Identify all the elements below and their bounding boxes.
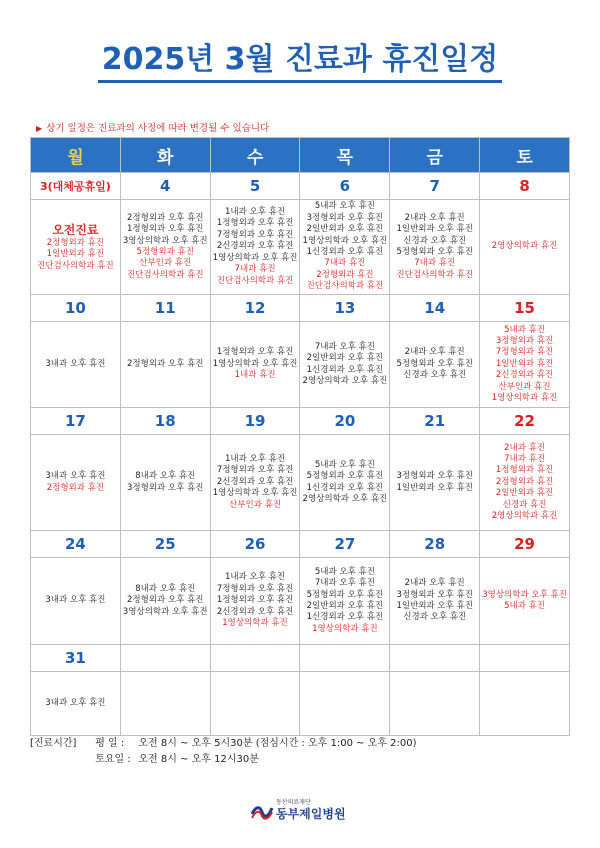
week-date-row bbox=[31, 408, 570, 435]
week-content-row bbox=[31, 558, 570, 645]
schedule-item: 1영상의학과 오후 휴진 bbox=[212, 488, 298, 499]
schedule-item: 7내과 휴진 bbox=[234, 264, 276, 275]
schedule-item: 2일반외과 오후 휴진 bbox=[306, 353, 384, 364]
schedule-cell bbox=[120, 672, 210, 736]
logo-subtitle: 동산의료재단 bbox=[276, 799, 311, 806]
schedule-item: 1신경외과 오후 휴진 bbox=[306, 247, 384, 257]
schedule-cell bbox=[210, 200, 300, 295]
schedule-item: 3정형외과 오후 휴진 bbox=[396, 471, 473, 482]
schedule-item: 3내과 오후 휴진 bbox=[45, 697, 106, 708]
schedule-item: 5내과 휴진 bbox=[504, 601, 546, 611]
schedule-item: 3정형외과 휴진 bbox=[495, 335, 554, 346]
schedule-item: 7내과 휴진 bbox=[414, 258, 456, 269]
date-cell: 26 bbox=[210, 531, 300, 558]
date-cell: 22 bbox=[480, 408, 570, 435]
schedule-item: 1정형외과 오후 휴진 bbox=[216, 595, 294, 606]
schedule-cell bbox=[480, 672, 570, 736]
hours-saturday-row bbox=[30, 752, 417, 768]
schedule-item: 2영상의학과 오후 휴진 bbox=[302, 375, 388, 386]
date-cell bbox=[390, 645, 480, 672]
hospital-logo-icon bbox=[250, 798, 274, 822]
schedule-cell bbox=[210, 558, 300, 645]
schedule-item: 1일반외과 휴진 bbox=[495, 358, 554, 369]
schedule-item: 5내과 휴진 bbox=[504, 324, 546, 335]
schedule-item: 진단검사의학과 휴진 bbox=[396, 269, 474, 280]
schedule-item: 2일반외과 오후 휴진 bbox=[306, 224, 384, 235]
schedule-cell bbox=[480, 200, 570, 295]
schedule-item: 2정형외과 휴진 bbox=[46, 482, 105, 493]
schedule-item: 5내과 오후 휴진 bbox=[314, 566, 375, 577]
date-cell bbox=[300, 645, 390, 672]
schedule-item: 3내과 오후 휴진 bbox=[45, 471, 106, 482]
schedule-cell bbox=[120, 435, 210, 531]
schedule-item: 2내과 오후 휴진 bbox=[404, 578, 465, 589]
saturday-label: 토요일 : bbox=[95, 754, 131, 765]
schedule-cell bbox=[390, 672, 480, 736]
schedule-item: 2내과 오후 휴진 bbox=[404, 347, 465, 358]
date-cell: 11 bbox=[120, 295, 210, 322]
schedule-item: 신경과 휴진 bbox=[502, 499, 547, 510]
schedule-item: 1정형외과 휴진 bbox=[495, 465, 554, 476]
schedule-item: 1일반외과 오후 휴진 bbox=[396, 224, 473, 235]
schedule-item: 3내과 오후 휴진 bbox=[45, 358, 106, 369]
date-cell: 7 bbox=[390, 173, 480, 200]
date-cell: 6 bbox=[300, 173, 390, 200]
week-content-row bbox=[31, 435, 570, 531]
date-cell: 25 bbox=[120, 531, 210, 558]
week-date-row bbox=[31, 173, 570, 200]
schedule-item: 신경과 오후 휴진 bbox=[403, 235, 467, 246]
notice bbox=[36, 120, 269, 134]
schedule-cell bbox=[390, 322, 480, 408]
schedule-item: 1정형외과 오후 휴진 bbox=[126, 224, 204, 235]
date-cell: 14 bbox=[390, 295, 480, 322]
weekday-thu: 목 bbox=[300, 138, 390, 173]
weekday-tue: 화 bbox=[120, 138, 210, 173]
weekday-header-row bbox=[31, 138, 570, 173]
schedule-item: 5내과 오후 휴진 bbox=[314, 459, 375, 470]
schedule-item: 1정형외과 오후 휴진 bbox=[216, 347, 294, 358]
schedule-cell bbox=[31, 435, 121, 531]
date-cell: 21 bbox=[390, 408, 480, 435]
schedule-cell bbox=[300, 558, 390, 645]
page-title: 2025년 3월 진료과 휴진일정 bbox=[101, 42, 499, 77]
schedule-item: 산부인과 휴진 bbox=[229, 499, 282, 510]
schedule-item: 신경과 오후 휴진 bbox=[403, 612, 467, 623]
weekday-label: 평 일 : bbox=[95, 738, 125, 749]
schedule-item: 2정형외과 휴진 bbox=[316, 269, 374, 280]
week-content-row bbox=[31, 322, 570, 408]
weekday-sat: 토 bbox=[480, 138, 570, 173]
saturday-hours: 오전 8시 ~ 오후 12시30분 bbox=[138, 754, 259, 765]
schedule-item: 5정형외과 오후 휴진 bbox=[306, 589, 384, 600]
schedule-item: 2신경외과 오후 휴진 bbox=[216, 606, 294, 617]
schedule-cell bbox=[120, 200, 210, 295]
schedule-item: 1신경외과 오후 휴진 bbox=[306, 482, 384, 493]
schedule-item: 7내과 오후 휴진 bbox=[314, 578, 375, 589]
schedule-item: 3내과 오후 휴진 bbox=[45, 595, 106, 606]
triangle-bullet-icon: ▶ bbox=[36, 124, 43, 133]
schedule-item: 7내과 오후 휴진 bbox=[314, 341, 375, 352]
weekday-mon: 월 bbox=[31, 138, 121, 173]
schedule-item: 7정형외과 오후 휴진 bbox=[216, 583, 294, 594]
logo-name: 동부제일병원 bbox=[276, 807, 346, 821]
schedule-item: 7정형외과 휴진 bbox=[495, 347, 554, 358]
schedule-cell bbox=[390, 200, 480, 295]
weekday-fri: 금 bbox=[390, 138, 480, 173]
schedule-item: 1영상의학과 오후 휴진 bbox=[302, 235, 388, 246]
schedule-item: 3영상의학과 오후 휴진 bbox=[122, 606, 208, 617]
schedule-cell bbox=[300, 672, 390, 736]
date-cell: 8 bbox=[480, 173, 570, 200]
schedule-item: 3영상의학과 오후 휴진 bbox=[122, 235, 208, 246]
schedule-item: 1영상의학과 휴진 bbox=[222, 618, 288, 629]
hospital-logo bbox=[250, 796, 370, 824]
schedule-item: 7내과 휴진 bbox=[324, 258, 366, 269]
date-cell: 3(대체공휴일) bbox=[31, 173, 121, 200]
schedule-cell bbox=[31, 200, 121, 295]
schedule-item: 2내과 휴진 bbox=[504, 442, 546, 453]
date-cell: 27 bbox=[300, 531, 390, 558]
schedule-item: 2영상의학과 오후 휴진 bbox=[302, 493, 388, 504]
week-content-row bbox=[31, 200, 570, 295]
schedule-item: 2정형외과 오후 휴진 bbox=[126, 358, 204, 369]
schedule-item: 2정형외과 오후 휴진 bbox=[126, 212, 204, 223]
title-underline bbox=[98, 80, 502, 83]
schedule-item: 1신경외과 오후 휴진 bbox=[306, 612, 384, 623]
schedule-cell bbox=[210, 322, 300, 408]
schedule-item: 7내과 휴진 bbox=[504, 453, 546, 464]
schedule-item: 3정형외과 오후 휴진 bbox=[306, 212, 384, 223]
schedule-item: 1영상의학과 오후 휴진 bbox=[212, 358, 298, 369]
date-cell: 10 bbox=[31, 295, 121, 322]
schedule-cell bbox=[480, 322, 570, 408]
date-cell: 31 bbox=[31, 645, 121, 672]
schedule-cell bbox=[210, 435, 300, 531]
schedule-item: 7정형외과 오후 휴진 bbox=[216, 229, 294, 240]
schedule-item: 1내과 오후 휴진 bbox=[225, 572, 286, 583]
schedule-cell bbox=[31, 672, 121, 736]
schedule-item: 진단검사의학과 휴진 bbox=[126, 269, 204, 280]
week-date-row bbox=[31, 531, 570, 558]
schedule-cell bbox=[300, 200, 390, 295]
date-cell: 13 bbox=[300, 295, 390, 322]
schedule-cell bbox=[120, 322, 210, 408]
schedule-cell bbox=[300, 435, 390, 531]
week-date-row bbox=[31, 295, 570, 322]
schedule-item: 1내과 오후 휴진 bbox=[225, 207, 286, 218]
schedule-item: 2신경외과 오후 휴진 bbox=[216, 241, 294, 252]
schedule-item: 1정형외과 오후 휴진 bbox=[216, 218, 294, 229]
schedule-cell bbox=[300, 322, 390, 408]
schedule-item: 2정형외과 휴진 bbox=[495, 476, 554, 487]
weekday-hours: 오전 8시 ~ 오후 5시30분 (점심시간 : 오후 1:00 ~ 오후 2:00) bbox=[138, 738, 417, 749]
schedule-item: 신경과 오후 휴진 bbox=[403, 370, 467, 381]
schedule-item: 2정형외과 오후 휴진 bbox=[126, 595, 204, 606]
schedule-item: 2일반외과 오후 휴진 bbox=[306, 601, 384, 611]
schedule-item: 1신경외과 오후 휴진 bbox=[306, 364, 384, 375]
weekday-wed: 수 bbox=[210, 138, 300, 173]
schedule-cell bbox=[480, 558, 570, 645]
date-cell: 5 bbox=[210, 173, 300, 200]
notice-text: 상기 일정은 진료과의 사정에 따라 변경될 수 있습니다 bbox=[46, 123, 270, 134]
schedule-item: 2신경외과 오후 휴진 bbox=[216, 476, 294, 487]
schedule-item: 1영상의학과 휴진 bbox=[312, 623, 378, 634]
schedule-item: 5정형외과 휴진 bbox=[136, 247, 194, 257]
date-cell bbox=[120, 645, 210, 672]
schedule-item: 1영상의학과 오후 휴진 bbox=[212, 252, 298, 263]
schedule-item: 1일반외과 오후 휴진 bbox=[396, 482, 473, 493]
schedule-item: 2신경외과 휴진 bbox=[495, 370, 554, 381]
schedule-item: 3정형외과 오후 휴진 bbox=[126, 482, 204, 493]
schedule-item: 1영상의학과 휴진 bbox=[491, 393, 558, 404]
hours-label: [진료시간] bbox=[30, 738, 77, 749]
schedule-cell bbox=[120, 558, 210, 645]
schedule-cell bbox=[31, 558, 121, 645]
schedule-item: 1내과 휴진 bbox=[234, 370, 276, 381]
schedule-item: 진단검사의학과 휴진 bbox=[37, 260, 114, 271]
schedule-cell bbox=[31, 322, 121, 408]
schedule-item: 산부인과 휴진 bbox=[498, 381, 551, 392]
schedule-item: 진단검사의학과 휴진 bbox=[216, 275, 294, 286]
date-cell: 18 bbox=[120, 408, 210, 435]
schedule-item: 1일반외과 휴진 bbox=[46, 249, 105, 260]
date-cell: 19 bbox=[210, 408, 300, 435]
schedule-item: 진단검사의학과 휴진 bbox=[306, 281, 384, 292]
date-cell: 15 bbox=[480, 295, 570, 322]
schedule-cell bbox=[390, 558, 480, 645]
schedule-item: 5정형외과 오후 휴진 bbox=[306, 471, 384, 482]
date-cell: 28 bbox=[390, 531, 480, 558]
date-cell bbox=[210, 645, 300, 672]
schedule-item: 2일반외과 휴진 bbox=[495, 488, 554, 499]
schedule-item: 3영상의학과 오후 휴진 bbox=[482, 589, 567, 600]
schedule-item: 5정형외과 오후 휴진 bbox=[396, 247, 473, 257]
schedule-item: 산부인과 휴진 bbox=[139, 258, 192, 269]
schedule-item: 5정형외과 오후 휴진 bbox=[396, 358, 473, 369]
date-cell: 12 bbox=[210, 295, 300, 322]
schedule-item: 오전진료 bbox=[52, 222, 99, 237]
date-cell: 20 bbox=[300, 408, 390, 435]
schedule-item: 2영상의학과 휴진 bbox=[491, 511, 558, 522]
date-cell: 4 bbox=[120, 173, 210, 200]
schedule-item: 2영상의학과 휴진 bbox=[491, 241, 558, 252]
hours-weekday-row bbox=[30, 736, 417, 752]
schedule-cell bbox=[390, 435, 480, 531]
calendar-table bbox=[30, 137, 570, 736]
schedule-item: 5내과 오후 휴진 bbox=[314, 201, 375, 212]
schedule-item: 3정형외과 오후 휴진 bbox=[396, 589, 473, 600]
week-date-row bbox=[31, 645, 570, 672]
date-cell: 24 bbox=[31, 531, 121, 558]
week-content-row bbox=[31, 672, 570, 736]
clinic-hours bbox=[30, 736, 417, 768]
schedule-item: 2내과 오후 휴진 bbox=[404, 212, 465, 223]
schedule-cell bbox=[480, 435, 570, 531]
schedule-item: 7정형외과 오후 휴진 bbox=[216, 465, 294, 476]
date-cell: 17 bbox=[31, 408, 121, 435]
schedule-item: 8내과 오후 휴진 bbox=[135, 583, 196, 594]
schedule-item: 8내과 오후 휴진 bbox=[135, 471, 196, 482]
schedule-item: 1내과 오후 휴진 bbox=[225, 453, 286, 464]
schedule-item: 2정형외과 휴진 bbox=[46, 237, 105, 248]
schedule-item: 1일반외과 오후 휴진 bbox=[396, 601, 473, 611]
date-cell bbox=[480, 645, 570, 672]
date-cell: 29 bbox=[480, 531, 570, 558]
schedule-cell bbox=[210, 672, 300, 736]
